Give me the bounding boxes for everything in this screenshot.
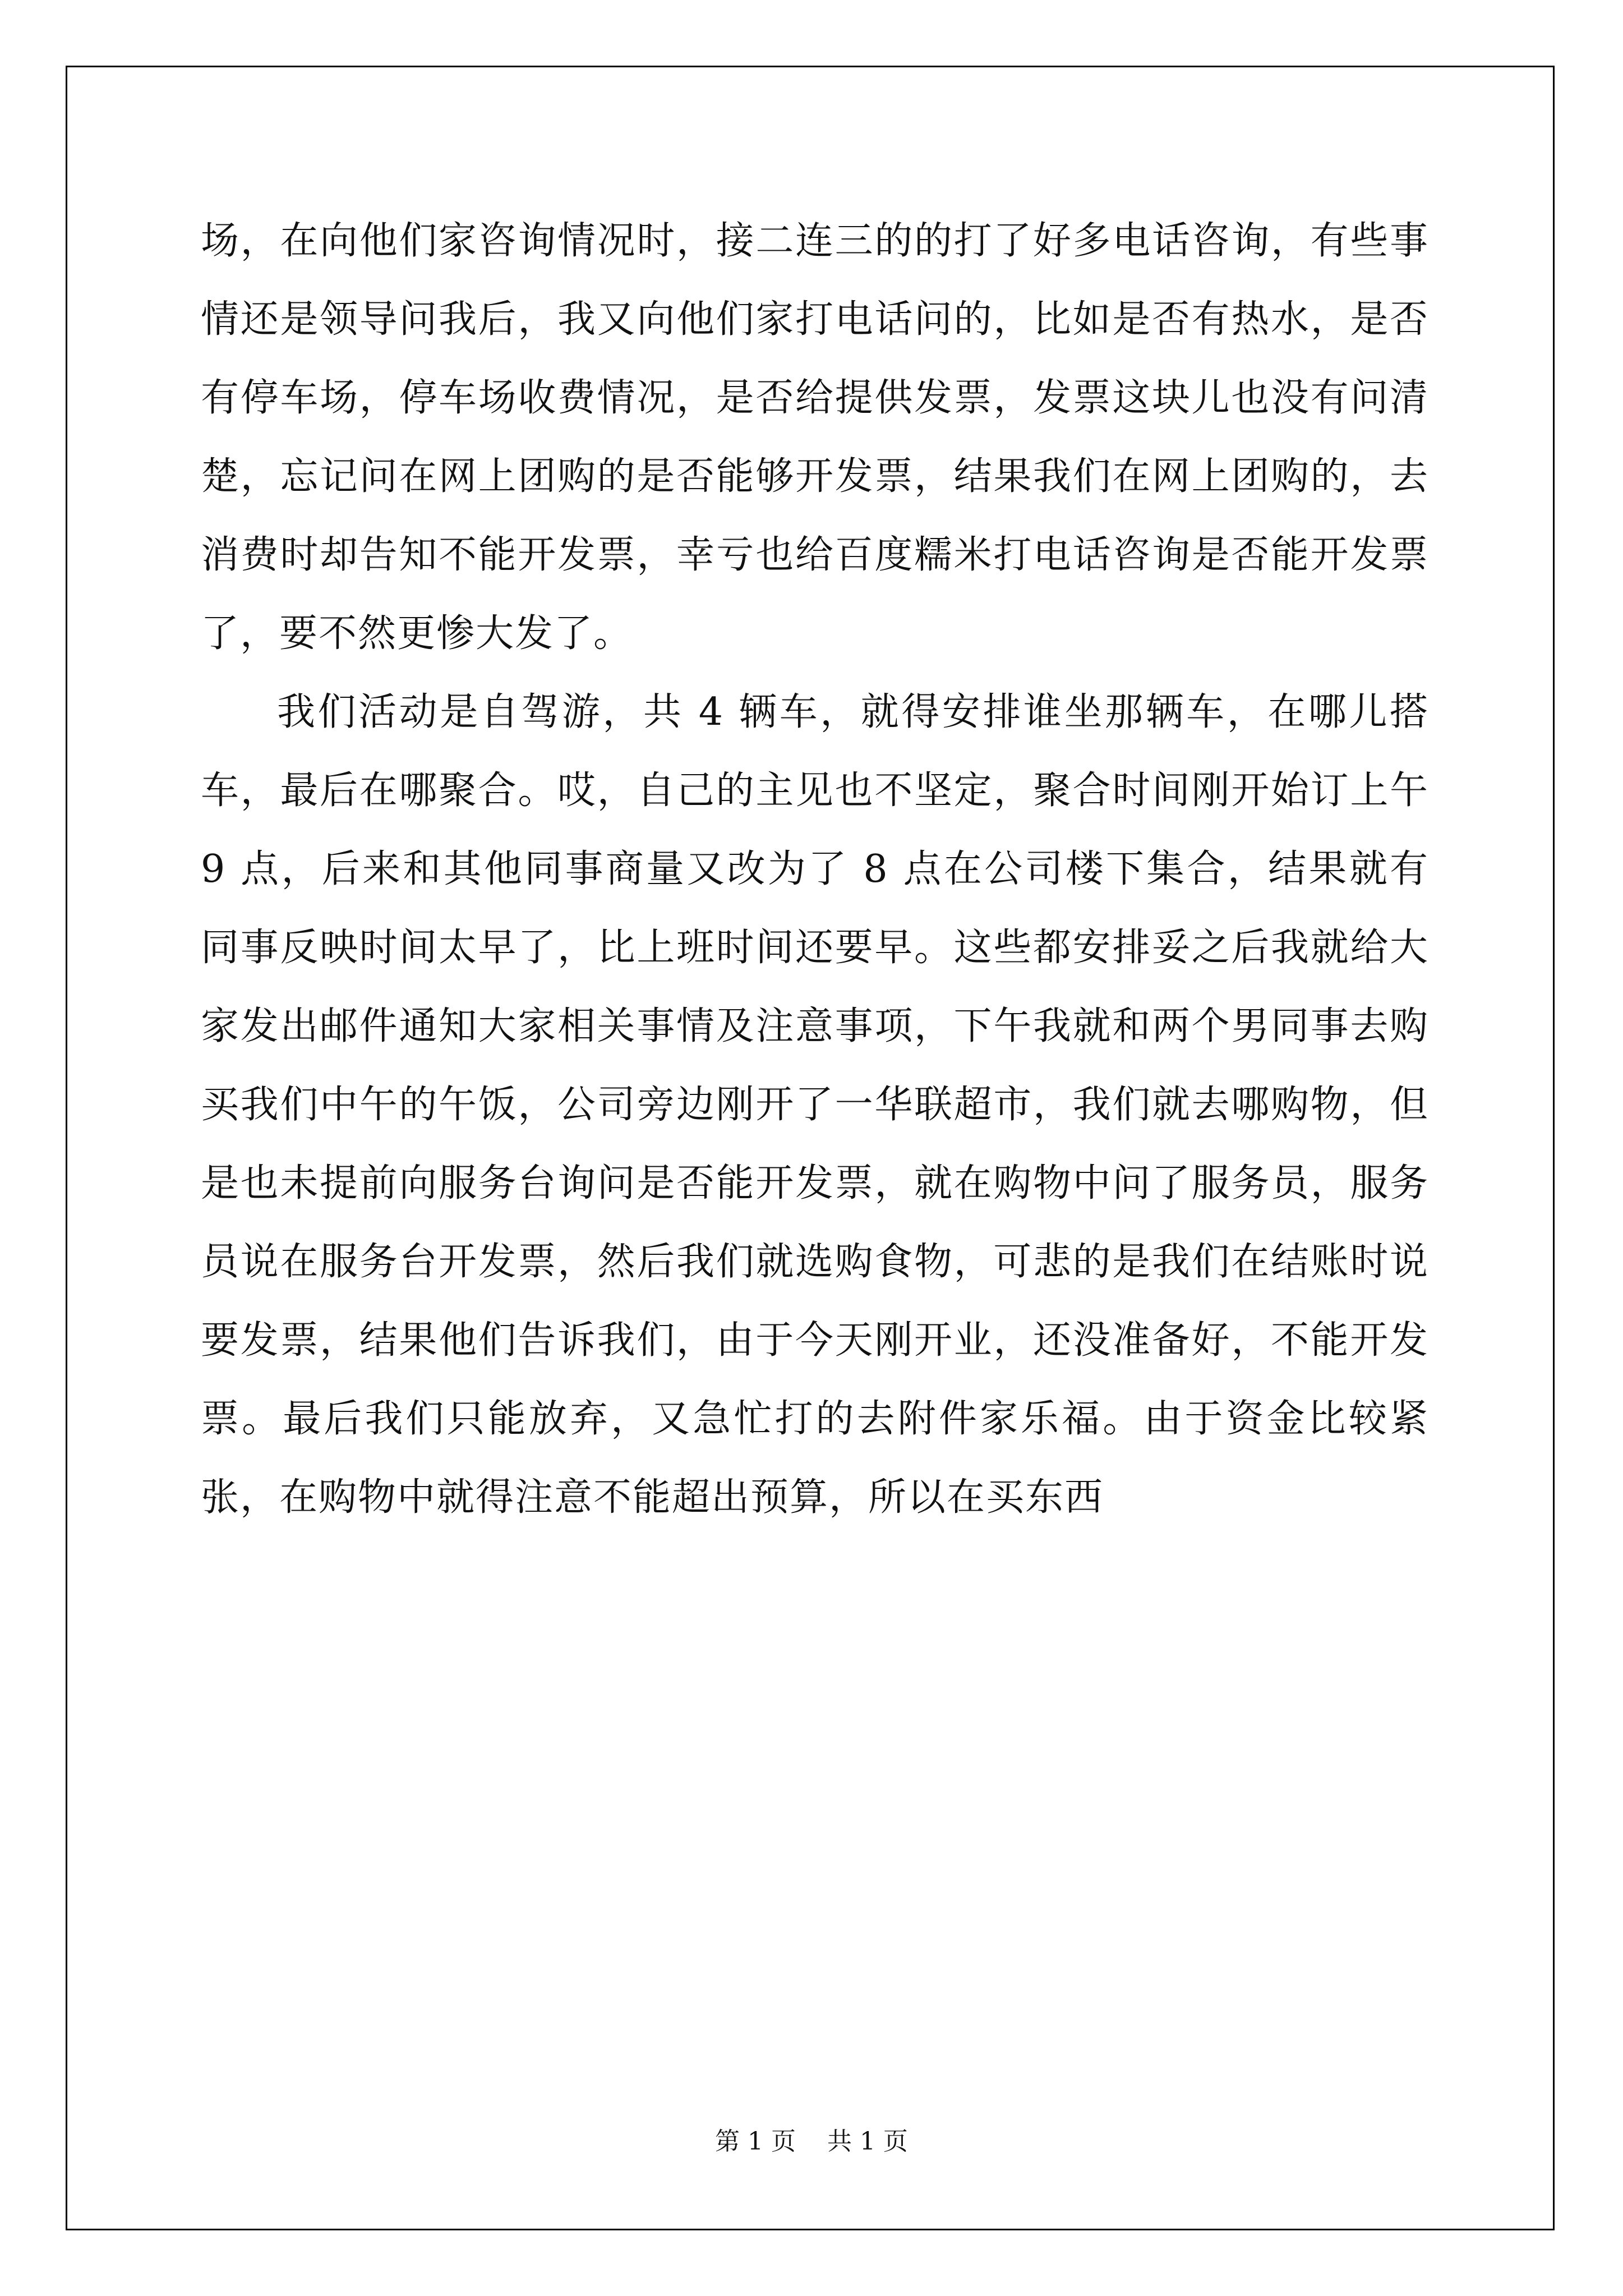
paragraph-1: 场，在向他们家咨询情况时，接二连三的的打了好多电话咨询，有些事情还是领导问我后，我又向他们家打电话问的，比如是否有热水，是否有停车场，停车场收费情况，是否给提供发票，发票这块儿也没有问清楚，忘记问在网上团购的是否能够开发票，结果我们在网上团购的，去消费时却告知不能开发票，幸亏也给百度糯米打电话咨询是否能开发票了，要不然更惨大发了。 [201, 219, 1429, 656]
document-body [201, 202, 1429, 1537]
page-footer: 第 1 页 共 1 页 [715, 2127, 908, 2156]
paragraph-2: 我们活动是自驾游，共 4 辆车，就得安排谁坐那辆车，在哪儿搭车，最后在哪聚合。哎，自己的主见也不坚定，聚合时间刚开始订上午 9 点，后来和其他同事商量又改为了 8 点在公司楼下集合，结果就有同事反映时间太早了，比上班时间还要早。这些都安排妥之后我就给大家发出邮件通知大家相关事情及注意事项，下午我就和两个男同事去购买我们中午的午饭，公司旁边刚开了一华联超市，我们就去哪购物，但是也未提前向服务台询问是否能开发票，就在购物中问了服务员，服务员说在服务台开发票，然后我们就选购食物，可悲的是我们在结账时说要发票，结果他们告诉我们，由于今天刚开业，还没准备好，不能开发票。最后我们只能放弃，又急忙打的去附件家乐福。由于资金比较紧张，在购物中就得注意不能超出预算，所以在买东西 [201, 690, 1429, 1520]
